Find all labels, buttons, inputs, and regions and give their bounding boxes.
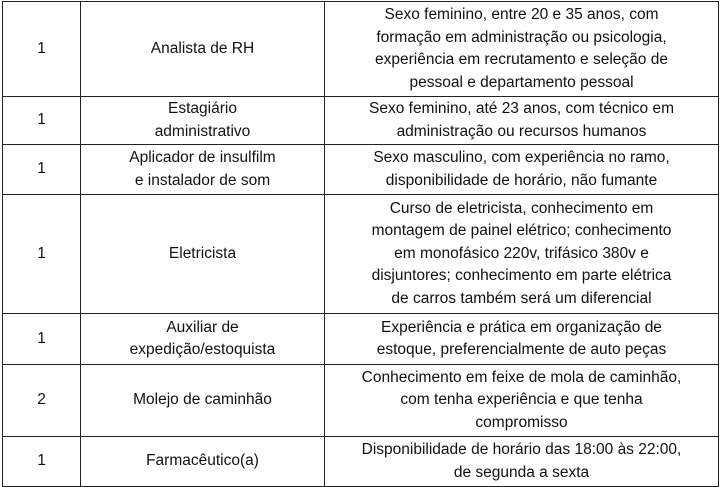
requirements-cell	[325, 437, 719, 487]
requirement-line: Sexo feminino, entre 20 e 35 anos, com	[384, 6, 659, 23]
quantity-cell	[3, 2, 81, 97]
role-line: Estagiário	[168, 100, 237, 117]
table-row	[3, 97, 719, 145]
requirement-line: em monofásico 220v, trifásico 380v e	[394, 244, 649, 262]
table-row	[3, 195, 719, 314]
requirement-line: Sexo masculino, com experiência no ramo,	[373, 149, 670, 166]
requirements-cell	[325, 195, 719, 314]
requirement-line: formação em administração ou psicologia,	[376, 28, 667, 46]
requirement-line: Experiência e prática em organização de	[381, 318, 662, 336]
requirement-line: experiência em recrutamento e seleção de	[375, 51, 668, 68]
role-line: expedição/estoquista	[129, 341, 276, 358]
table-row	[3, 365, 719, 437]
requirement-line: compromisso	[475, 413, 568, 431]
requirement-line: pessoal e departamento pessoal	[409, 73, 634, 91]
role-line: Analista de RH	[150, 39, 255, 57]
role-line: Aplicador de insulfilm	[129, 149, 276, 166]
table-row	[3, 2, 719, 97]
role-cell	[81, 195, 325, 314]
role-line: Auxiliar de	[166, 318, 239, 336]
role-cell	[81, 2, 325, 97]
requirement-line: com tenha experiência e que tenha	[400, 391, 643, 409]
requirements-cell	[325, 365, 719, 437]
role-cell	[81, 97, 325, 145]
quantity-cell	[3, 145, 81, 195]
role-cell	[81, 365, 325, 437]
quantity-value: 1	[37, 329, 46, 347]
quantity-value: 1	[37, 244, 46, 262]
requirement-line: estoque, preferencialmente de auto peças	[376, 341, 667, 358]
requirement-line: Conhecimento em feixe de mola de caminhão,	[361, 368, 682, 386]
requirements-cell	[325, 314, 719, 365]
role-cell	[81, 437, 325, 487]
requirement-line: Curso de eletricista, conhecimento em	[389, 199, 654, 217]
requirement-line: de segunda a sexta	[453, 463, 590, 481]
quantity-cell	[3, 365, 81, 437]
requirement-line: disjuntores; conhecimento em parte elétrica	[371, 267, 672, 285]
quantity-cell	[3, 195, 81, 314]
requirement-line: montagem de painel elétrico; conhecimento	[371, 222, 672, 240]
table-row	[3, 314, 719, 365]
requirement-line: administração ou recursos humanos	[396, 122, 647, 140]
role-line: Eletricista	[168, 244, 237, 262]
table-row	[3, 145, 719, 195]
table-row	[3, 437, 719, 487]
role-cell	[81, 145, 325, 195]
requirement-line: Sexo feminino, até 23 anos, com técnico em	[369, 100, 674, 117]
requirement-line: de carros também será um diferencial	[391, 289, 652, 307]
role-line: e instalador de som	[134, 171, 271, 189]
requirement-line: disponibilidade de horário, não fumante	[385, 171, 658, 189]
job-openings-body	[3, 2, 719, 487]
requirements-cell	[325, 2, 719, 97]
quantity-cell	[3, 314, 81, 365]
role-cell	[81, 314, 325, 365]
quantity-value: 1	[37, 111, 46, 129]
quantity-value: 2	[37, 391, 46, 409]
quantity-value: 1	[37, 39, 46, 57]
role-line: Farmacêutico(a)	[146, 452, 259, 470]
job-openings-table	[2, 1, 719, 487]
role-line: Molejo de caminhão	[133, 391, 272, 409]
quantity-cell	[3, 97, 81, 145]
quantity-value: 1	[37, 160, 46, 178]
requirements-cell	[325, 145, 719, 195]
requirement-line: Disponibilidade de horário das 18:00 às 22:00,	[361, 441, 682, 458]
role-line: administrativo	[154, 122, 251, 140]
quantity-value: 1	[37, 452, 46, 470]
requirements-cell	[325, 97, 719, 145]
quantity-cell	[3, 437, 81, 487]
